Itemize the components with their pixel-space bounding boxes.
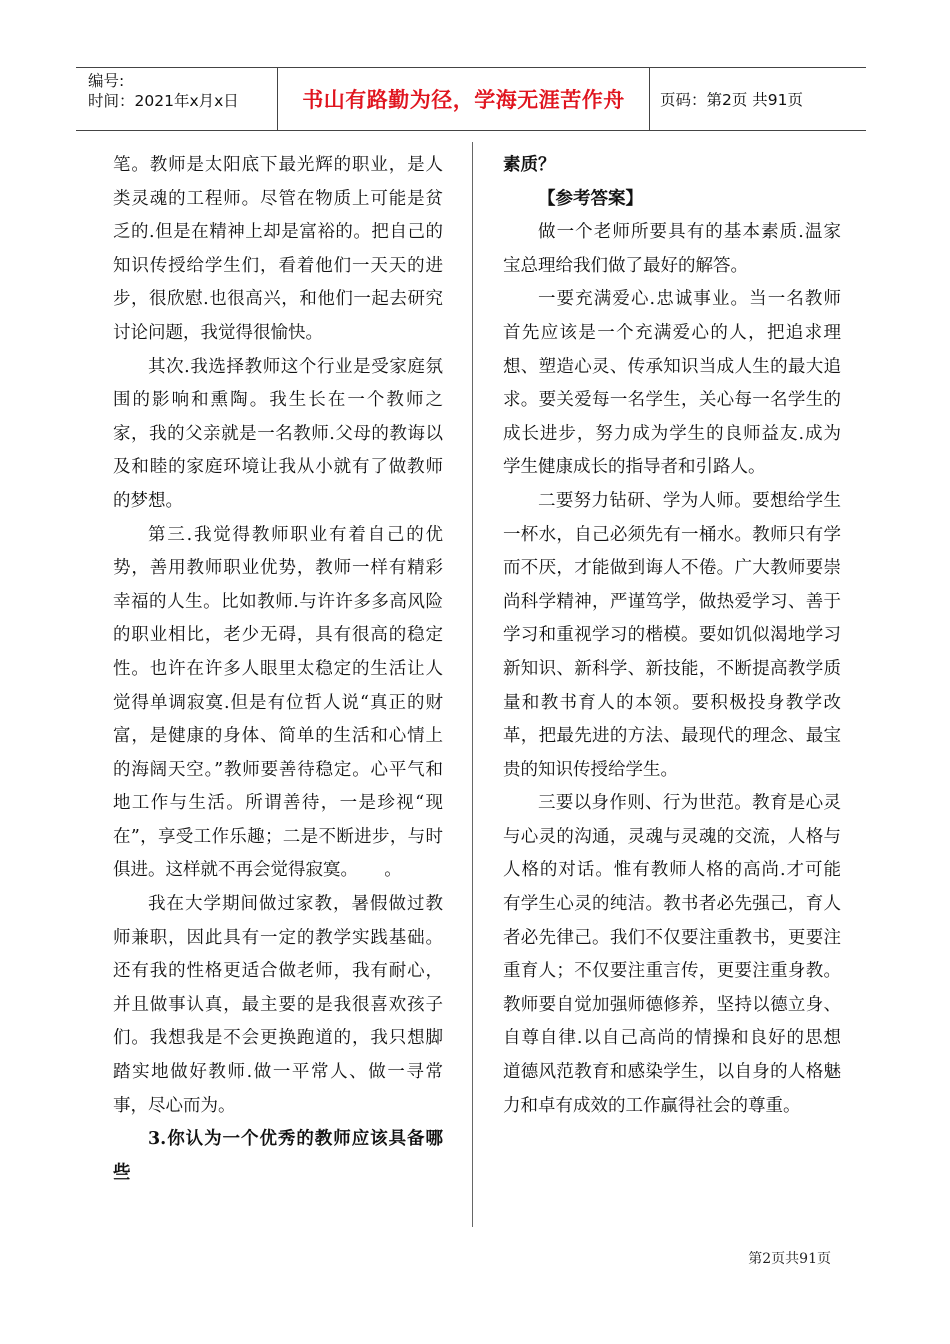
header-motto: 书山有路勤为径，学海无涯苦作舟 — [278, 68, 650, 130]
question-heading: 3.你认为一个优秀的教师应该具备哪些 — [113, 1129, 443, 1183]
page-footer: 第2页共91页 — [748, 1251, 831, 1267]
right-column — [503, 149, 841, 1123]
document-number-label: 编号: — [88, 72, 125, 90]
header-page-info: 页码：第2页 共91页 — [660, 91, 804, 109]
page-header — [76, 67, 866, 131]
paragraph: 我在大学期间做过家教，暑假做过教师兼职，因此具有一定的教学实践基础。还有我的性格更适合做老师，我有耐心，并且做事认真，最主要的是我很喜欢孩子们。我想我是不会更换跑道的，我只想脚踏实地做好教师.做一平常人、做一寻常事，尽心而为。 — [113, 894, 443, 1116]
paragraph: 三要以身作则、行为世范。教育是心灵与心灵的沟通，灵魂与灵魂的交流，人格与人格的对话。惟有教师人格的高尚.才可能有学生心灵的纯洁。教书者必先强己，育人者必先律己。我们不仅要注重教书，更要注重育人；不仅要注重言传，更要注重身教。教师要自觉加强师德修养，坚持以德立身、自尊自律.以自己高尚的情操和良好的思想道德风范教育和感染学生，以自身的人格魅力和卓有成效的工作赢得社会的尊重。 — [503, 793, 841, 1116]
paragraph: 一要充满爱心.忠诚事业。当一名教师首先应该是一个充满爱心的人，把追求理想、塑造心灵、传承知识当成人生的最大追求。要关爱每一名学生，关心每一名学生的成长进步，努力成为学生的良师益友.成为学生健康成长的指导者和引路人。 — [503, 289, 841, 478]
paragraph: 做一个老师所要具有的基本素质.温家宝总理给我们做了最好的解答。 — [503, 222, 841, 276]
paragraph: 二要努力钻研、学为人师。要想给学生一杯水，自己必须先有一桶水。教师只有学而不厌，才能做到诲人不倦。广大教师要崇尚科学精神，严谨笃学，做热爱学习、善于学习和重视学习的楷模。要如饥似渴地学习新知识、新科学、新技能，不断提高教学质量和教书育人的本领。要积极投身教学改革，把最先进的方法、最现代的理念、最宝贵的知识传授给学生。 — [503, 490, 841, 780]
document-date: 时间：2021年x月x日 — [88, 92, 239, 110]
answer-label: 【参考答案】 — [538, 188, 643, 209]
column-divider — [472, 142, 473, 1227]
paragraph: 其次.我选择教师这个行业是受家庭氛围的影响和熏陶。我生长在一个教师之家，我的父亲就是一名教师.父母的教诲以及和睦的家庭环境让我从小就有了做教师的梦想。 — [113, 356, 443, 511]
header-meta — [76, 68, 278, 130]
question-heading-continued: 素质？ — [503, 155, 556, 175]
paragraph: 笔。教师是太阳底下最光辉的职业，是人类灵魂的工程师。尽管在物质上可能是贫乏的.但是在精神上却是富裕的。把自己的知识传授给学生们，看着他们一天天的进步，很欣慰.也很高兴，和他们一起去研究讨论问题，我觉得很愉快。 — [113, 155, 443, 343]
left-column — [113, 149, 443, 1190]
paragraph: 第三.我觉得教师职业有着自己的优势，善用教师职业优势，教师一样有精彩幸福的人生。比如教师.与许许多多高风险的职业相比，老少无碍，具有很高的稳定性。也许在许多人眼里太稳定的生活让人觉得单调寂寞.但是有位哲人说“真正的财富，是健康的身体、简单的生活和心情上的海阔天空。”教师要善待稳定。心平气和地工作与生活。所谓善待，一是珍视“现在”，享受工作乐趣；二是不断进步，与时俱进。这样就不再会觉得寂寞。 。 — [113, 524, 443, 881]
